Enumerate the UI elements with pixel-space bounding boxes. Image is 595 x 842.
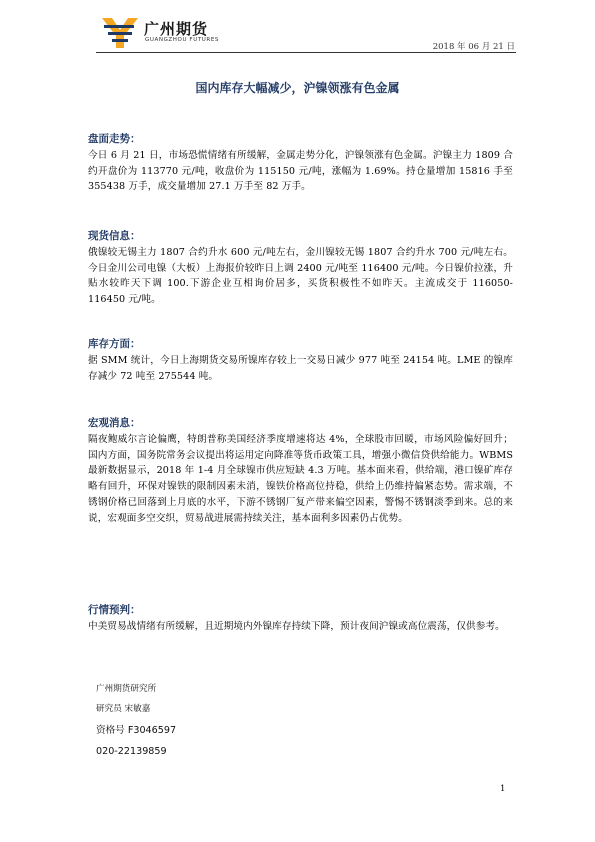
- section-outlook: [88, 603, 513, 635]
- section-body: 据 SMM 统计，今日上海期货交易所镍库存较上一交易日减少 977 吨至 24154 吨。LME 的镍库存减少 72 吨至 275544 吨。: [88, 355, 513, 382]
- report-date: 2018 年 06 月 21 日: [432, 42, 515, 52]
- signature-phone: 020-22139859: [96, 746, 167, 757]
- header-divider: [96, 52, 516, 53]
- section-body: 今日 6 月 21 日，市场恐慌情绪有所缓解，金属走势分化，沪镍领涨有色金属。沪镍主力 1809 合约开盘价为 113770 元/吨，收盘价为 115150 元/吨，涨幅为 1.69%。持仓量增加 15816 手至 355438 万手，成交量增加 27.1 万手至 82 万手。: [88, 150, 513, 193]
- section-heading: 盘面走势：: [88, 133, 141, 145]
- gzf-logo-icon: [100, 14, 140, 50]
- company-name-cn: 广州期货: [144, 20, 209, 38]
- signature-researcher: 研究员 宋敏嘉: [96, 704, 151, 714]
- section-body: 俄镍较无锡主力 1807 合约升水 600 元/吨左右，金川镍较无锡 1807 合约升水 700 元/吨左右。今日金川公司电镍（大板）上海报价较昨日上调 2400 元/吨至 116400 元/吨。今日镍价拉涨，升贴水较昨天下调 100.下游企业互相询价居多，买货积极性不如昨天。主流成交于 116050-116450 元/吨。: [88, 247, 513, 306]
- section-body: 隔夜鲍威尔言论偏鹰，特朗普称美国经济季度增速将达 4%，全球股市回暖，市场风险偏好回升；国内方面，国务院常务会议提出将运用定向降准等货币政策工具，增强小微信贷供给能力。WBMS 最新数据显示，2018 年 1-4 月全球镍市供应短缺 4.3 万吨。基本面来看，供给端，港口镍矿库存略有回升，环保对镍铁的限制因素未消，镍铁价格高位持稳，供给上仍维持偏紧态势。需求端，不锈钢价格已回落到上月底的水平，下游不锈钢厂复产带来偏空因素，警惕不锈钢淡季到来。总的来说，宏观面多空交织，贸易战进展需持续关注，基本面利多因素仍占优势。: [88, 434, 513, 524]
- section-macro-news: [88, 416, 513, 526]
- section-heading: 库存方面：: [88, 338, 141, 350]
- section-body: 中美贸易战情绪有所缓解，且近期境内外镍库存持续下降，预计夜间沪镍或高位震荡，仅供参考。: [88, 621, 505, 632]
- section-inventory: [88, 337, 513, 384]
- report-title: 国内库存大幅减少，沪镍领涨有色金属: [195, 81, 400, 95]
- page-number: 1: [500, 784, 506, 794]
- signature-institute: 广州期货研究所: [96, 684, 157, 694]
- section-heading: 行情预判：: [88, 604, 141, 616]
- section-spot-info: [88, 229, 513, 308]
- section-market-trend: [88, 132, 513, 195]
- company-name-en: GUANGZHOU FUTURES: [145, 37, 219, 43]
- section-heading: 宏观消息：: [88, 417, 141, 429]
- section-heading: 现货信息：: [88, 230, 141, 242]
- signature-license: 资格号 F3046597: [96, 725, 177, 736]
- company-logo: [100, 14, 240, 54]
